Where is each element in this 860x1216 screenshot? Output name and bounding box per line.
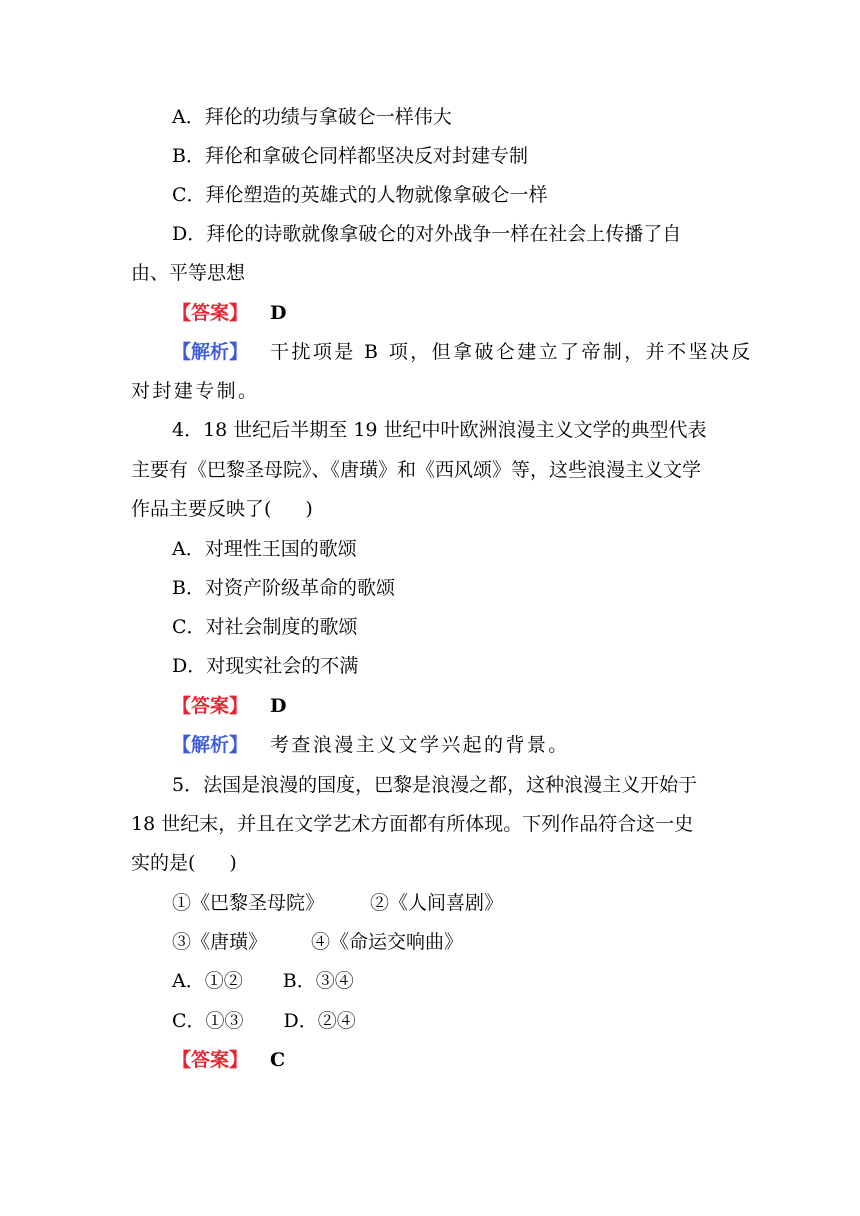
q5-option-d: D．②④ — [283, 1010, 356, 1032]
q4-answer-row — [172, 692, 287, 720]
q5-stem-line3 — [131, 849, 237, 877]
analysis-text: 干扰项是 B 项，但拿破仑建立了帝制，并不坚决反 — [270, 341, 753, 363]
q5-items-row1 — [172, 889, 503, 917]
q5-option-b: B．③④ — [282, 970, 354, 992]
analysis-label: 【解析】 — [172, 341, 249, 363]
q3-option-c: C．拜伦塑造的英雄式的人物就像拿破仑一样 — [172, 184, 548, 206]
q4-option-c: C．对社会制度的歌颂 — [172, 616, 358, 638]
q5-stem-line1: 5．法国是浪漫的国度，巴黎是浪漫之都，这种浪漫主义开始于 — [172, 774, 698, 796]
answer-value: D — [270, 695, 287, 717]
q3-option-b: B．拜伦和拿破仑同样都坚决反对封建专制 — [172, 145, 528, 167]
q4-stem-close: ) — [305, 498, 313, 520]
q4-option-b: B．对资产阶级革命的歌颂 — [172, 577, 395, 599]
q5-stem-text: 实的是( — [131, 852, 196, 874]
q5-item-4: ④《命运交响曲》 — [311, 931, 464, 953]
q4-stem-line1: 4．18 世纪后半期至 19 世纪中叶欧洲浪漫主义文学的典型代表 — [172, 419, 707, 441]
q3-answer-row — [172, 299, 287, 327]
q3-analysis-line1 — [172, 338, 753, 366]
q4-stem-line3 — [131, 495, 313, 523]
q4-stem-line2: 主要有《巴黎圣母院》、《唐璜》和《西风颂》等，这些浪漫主义文学 — [131, 459, 702, 481]
q4-analysis — [172, 731, 570, 759]
analysis-text: 考查浪漫主义文学兴起的背景。 — [270, 734, 570, 756]
q5-item-2: ②《人间喜剧》 — [370, 892, 504, 914]
q5-option-c: C．①③ — [172, 1010, 244, 1032]
q5-item-1: ①《巴黎圣母院》 — [172, 892, 325, 914]
answer-label: 【答案】 — [172, 695, 249, 717]
q5-options-row1 — [172, 967, 354, 995]
q5-stem-line2: 18 世纪末，并且在文学艺术方面都有所体现。下列作品符合这一史 — [131, 813, 694, 835]
answer-value: C — [270, 1049, 286, 1071]
q5-stem-close: ) — [229, 852, 237, 874]
q3-option-d-line1: D．拜伦的诗歌就像拿破仑的对外战争一样在社会上传播了自 — [172, 223, 682, 245]
q5-item-3: ③《唐璜》 — [172, 931, 268, 953]
q3-analysis-line2: 对封建专制。 — [131, 380, 260, 402]
answer-label: 【答案】 — [172, 1049, 249, 1071]
q3-option-d-line2: 由、平等思想 — [131, 262, 246, 284]
q3-option-a: A．拜伦的功绩与拿破仑一样伟大 — [172, 106, 452, 128]
q4-option-d: D．对现实社会的不满 — [172, 655, 359, 677]
answer-label: 【答案】 — [172, 302, 249, 324]
q4-stem-text: 作品主要反映了( — [131, 498, 272, 520]
analysis-label: 【解析】 — [172, 734, 249, 756]
q5-answer-row — [172, 1046, 285, 1074]
q4-option-a: A．对理性王国的歌颂 — [172, 538, 357, 560]
q5-options-row2 — [172, 1007, 356, 1035]
q5-option-a: A．①② — [172, 970, 243, 992]
q5-items-row2 — [172, 928, 463, 956]
answer-value: D — [270, 302, 287, 324]
